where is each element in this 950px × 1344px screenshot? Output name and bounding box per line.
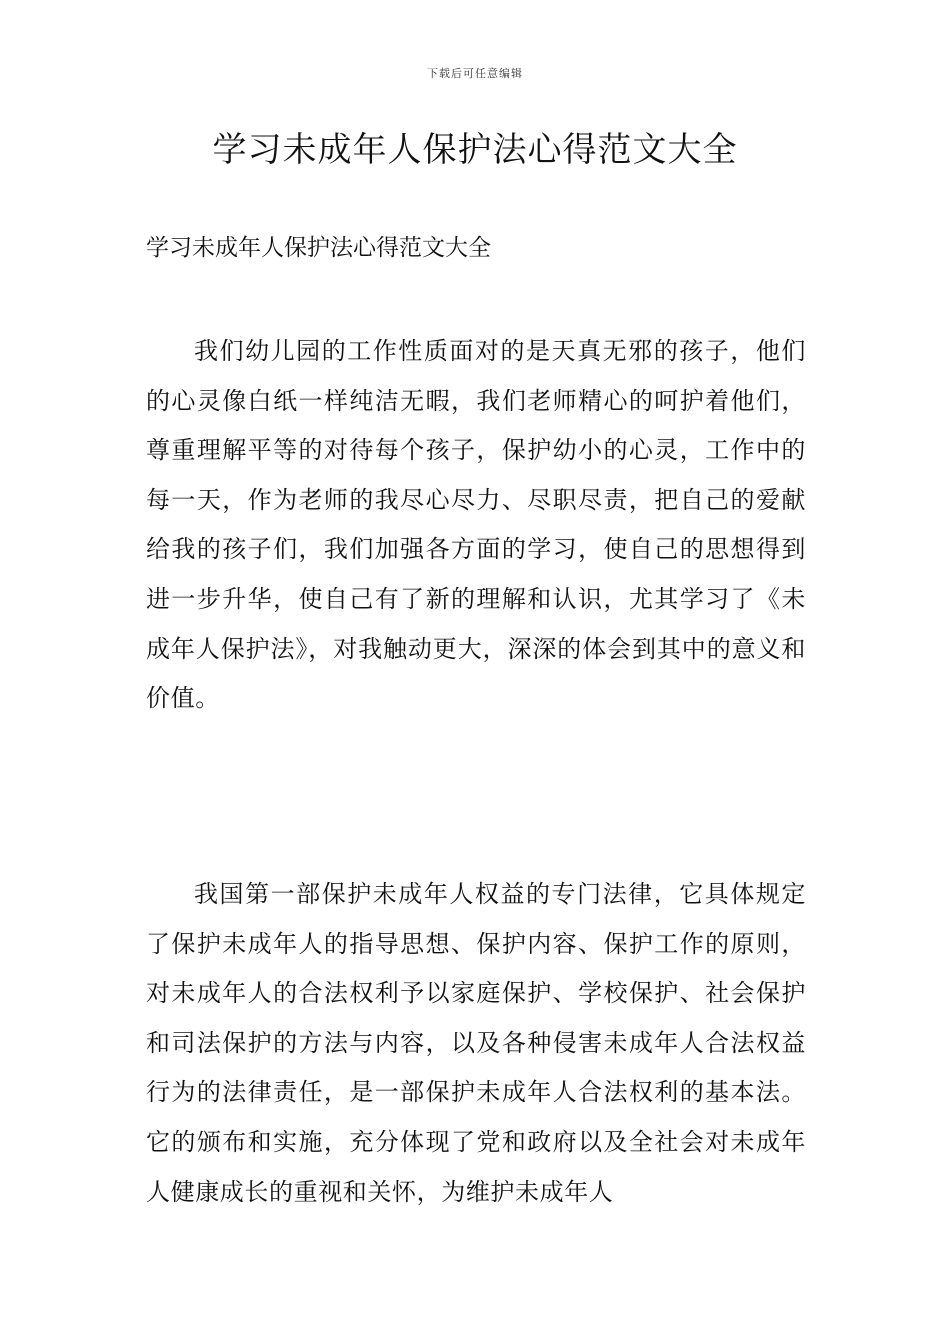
document-subtitle: 学习未成年人保护法心得范文大全 — [146, 235, 491, 261]
header-note: 下载后可任意编辑 — [427, 67, 523, 80]
body-paragraph-1: 我们幼儿园的工作性质面对的是天真无邪的孩子，他们的心灵像白纸一样纯洁无暇，我们老师精心的呵护着他们，尊重理解平等的对待每个孩子，保护幼小的心灵，工作中的每一天，作为老师的我尽心尽力、尽职尽责，把自己的爱献给我的孩子们，我们加强各方面的学习，使自己的思想得到进一步升华，使自己有了新的理解和认识，尤其学习了《未成年人保护法》，对我触动更大，深深的体会到其中的意义和价值。 — [146, 337, 806, 713]
document-title: 学习未成年人保护法心得范文大全 — [212, 130, 738, 170]
body-paragraph-2: 我国第一部保护未成年人权益的专门法律，它具体规定了保护未成年人的指导思想、保护内容、保护工作的原则，对未成年人的合法权利予以家庭保护、学校保护、社会保护和司法保护的方法与内容，以及各种侵害未成年人合法权益行为的法律责任，是一部保护未成年人合法权利的基本法。它的颁布和实施，充分体现了党和政府以及全社会对未成年人健康成长的重视和关怀，为维护未成年人 — [146, 880, 806, 1206]
